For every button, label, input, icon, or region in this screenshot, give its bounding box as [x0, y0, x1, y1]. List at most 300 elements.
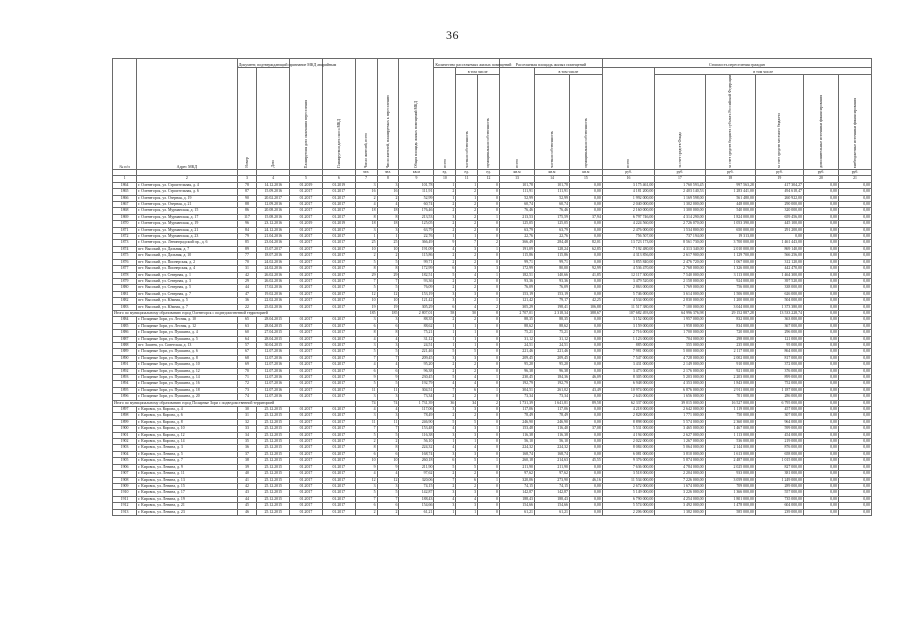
table-cell: 3 [377, 394, 399, 400]
table-cell: 01.2017 [290, 253, 323, 259]
table-cell: 1 053 390,00 [705, 221, 755, 227]
table-cell: 1 169 598,00 [655, 195, 705, 201]
section-total-cell: 0,00 [803, 310, 838, 316]
table-cell: 286 000,00 [755, 394, 803, 400]
table-cell: 921 000,00 [705, 368, 755, 374]
row-number-cell: 1897 [113, 407, 137, 413]
table-cell: 834 000,00 [705, 323, 755, 329]
table-cell: 4 194 000,00 [602, 432, 654, 438]
header-residents: Число жителей, всего [364, 133, 369, 168]
table-cell: 12.07.2016 [257, 362, 290, 368]
column-number: 20 [803, 176, 838, 182]
table-cell: 01.2017 [290, 509, 323, 515]
table-cell: 0,00 [838, 317, 871, 323]
table-cell: 0,00 [838, 189, 871, 195]
table-cell: 2 863 000,00 [602, 285, 654, 291]
table-cell: 40 [237, 471, 257, 477]
table-cell: 01.2017 [322, 509, 355, 515]
table-cell: 0 [478, 189, 500, 195]
table-cell: 25.12.2015 [257, 477, 290, 483]
table-cell: 75,21 [399, 330, 434, 336]
table-cell: 43 [237, 490, 257, 496]
table-cell: 0,00 [838, 426, 871, 432]
table-cell: 1 [456, 195, 478, 201]
table-cell: 284,48 [534, 240, 569, 246]
row-number-cell: 1907 [113, 471, 137, 477]
table-cell: 01.2017 [290, 477, 323, 483]
table-cell: 2 [355, 253, 377, 259]
table-cell: 191,09 [500, 246, 535, 252]
table-cell: 4 181 200,00 [602, 189, 654, 195]
header-cost-group: Стоимость переселения граждан [602, 59, 871, 68]
table-cell: 5 [456, 464, 478, 470]
table-cell: 457 000,00 [755, 407, 803, 413]
table-cell: 28.04.2015 [257, 317, 290, 323]
table-cell: 0,00 [569, 407, 602, 413]
table-cell: 01.2019 [290, 221, 323, 227]
table-cell: 2 040 000,00 [602, 202, 654, 208]
table-cell: 01.2017 [290, 394, 323, 400]
table-cell: 3 159 000,00 [602, 323, 654, 329]
table-cell: 88,35 [500, 317, 535, 323]
table-cell: 555 000,00 [655, 342, 705, 348]
header-doc-group: Документ, подтверждающий признание МКД аварийным [237, 59, 289, 68]
table-cell: 115,86 [399, 253, 434, 259]
table-cell: 924 000,00 [705, 278, 755, 284]
table-cell: 4 [355, 202, 377, 208]
table-cell: 0,00 [569, 503, 602, 509]
row-number-cell: 1894 [113, 381, 137, 387]
table-cell: 650 000,00 [705, 227, 755, 233]
address-cell: г. Кировск, ул. Ленина, д. 3 [137, 445, 238, 451]
table-cell: 0,00 [838, 336, 871, 342]
table-cell: 0,00 [838, 304, 871, 310]
table-cell: 0,00 [838, 323, 871, 329]
header-count-total: всего [442, 159, 447, 168]
table-cell: 209,45 [534, 355, 569, 361]
table-cell: 756 000,00 [705, 285, 755, 291]
table-cell: 3 [456, 451, 478, 457]
table-cell: 95 000,00 [755, 342, 803, 348]
table-cell: 82,01 [569, 240, 602, 246]
row-number-cell: 1891 [113, 362, 137, 368]
table-cell: 0,00 [803, 439, 838, 445]
column-number: 21 [838, 176, 871, 182]
table-cell: 46 [237, 509, 257, 515]
table-cell: 01.2017 [322, 240, 355, 246]
table-cell: 78,49 [500, 413, 535, 419]
table-cell: 2 [355, 439, 377, 445]
section-total-cell: 2 807,01 [399, 310, 434, 316]
row-number-cell: 1890 [113, 355, 137, 361]
table-cell: 0,00 [569, 189, 602, 195]
table-cell: 1 [478, 458, 500, 464]
table-cell: 0,00 [838, 202, 871, 208]
table-cell: 445 100,00 [755, 221, 803, 227]
table-cell: 0,00 [803, 413, 838, 419]
table-cell: 182,51 [399, 272, 434, 278]
table-cell: 0,00 [569, 342, 602, 348]
unit-rub: руб. [655, 170, 705, 176]
table-cell: 25.12.2015 [257, 426, 290, 432]
table-cell: 37 [237, 451, 257, 457]
table-cell: 116,40 [534, 426, 569, 432]
table-cell: 1 200 000,00 [705, 298, 755, 304]
table-cell: 01.2017 [322, 413, 355, 419]
table-cell: 2 [478, 240, 500, 246]
table-cell: 0 [478, 291, 500, 297]
table-cell: 74 [237, 394, 257, 400]
table-cell: 0 [478, 381, 500, 387]
table-cell: 7 [377, 496, 399, 502]
table-cell: 11 [355, 419, 377, 425]
table-cell: 01.2017 [322, 458, 355, 464]
table-cell: 4 254 000,00 [655, 496, 705, 502]
table-cell: 22 [237, 304, 257, 310]
row-number-cell: 1868 [113, 208, 137, 214]
table-cell: 0,00 [838, 394, 871, 400]
table-cell: 70 [237, 368, 257, 374]
table-cell: 01.2017 [322, 259, 355, 265]
table-cell: 68 [237, 355, 257, 361]
table-cell: 4 [434, 246, 456, 252]
table-cell: 2 [434, 202, 456, 208]
table-cell: 01.2017 [290, 291, 323, 297]
table-cell: 4 [377, 471, 399, 477]
column-number: 4 [257, 176, 290, 182]
table-cell: 0,00 [838, 182, 871, 188]
table-cell: 0,00 [569, 202, 602, 208]
table-cell: 0,00 [838, 419, 871, 425]
table-cell: 01.2017 [322, 298, 355, 304]
table-cell: 1 302 000,00 [655, 202, 705, 208]
table-cell: 0 [478, 253, 500, 259]
table-cell: 1 467 000,00 [705, 426, 755, 432]
table-cell: 599 000,00 [755, 426, 803, 432]
table-cell: 01.2017 [290, 266, 323, 272]
table-cell: 0,00 [569, 259, 602, 265]
address-cell: г. Кировск, ул. Ленина, д. 23 [137, 509, 238, 515]
table-cell: 7 192 480,00 [602, 246, 654, 252]
table-cell: 0,00 [569, 227, 602, 233]
table-cell: 604 000,00 [755, 503, 803, 509]
table-cell: 26.02.2016 [257, 278, 290, 284]
table-cell: 2 [478, 304, 500, 310]
table-cell: 153,19 [500, 291, 535, 297]
table-cell: 0,00 [838, 439, 871, 445]
table-cell: 125,05 [500, 221, 535, 227]
table-cell: 3 [377, 342, 399, 348]
table-cell: 44 [237, 285, 257, 291]
row-number-cell: 1869 [113, 214, 137, 220]
table-cell: 25.12.2015 [257, 464, 290, 470]
table-cell: 417 304,27 [755, 182, 803, 188]
table-cell: 12.07.2016 [257, 349, 290, 355]
table-cell: 1 [434, 336, 456, 342]
table-cell: 172,99 [500, 266, 535, 272]
table-cell: 01.2017 [290, 336, 323, 342]
table-cell: 289 000,00 [755, 483, 803, 489]
table-cell: 8 305 000,00 [602, 375, 654, 381]
address-cell: пгт. Высокий, ул. Южная, д. 7 [137, 304, 238, 310]
table-cell: 6 [355, 503, 377, 509]
table-cell: 454 000,00 [755, 432, 803, 438]
table-cell: 5 [434, 349, 456, 355]
column-number: 16 [602, 176, 654, 182]
table-cell: 153,19 [399, 291, 434, 297]
table-cell: 52,99 [534, 195, 569, 201]
header-cost-in-that: в том числе [655, 68, 872, 75]
address-cell: пгт. Высокий, ул. Южная, д. 5 [137, 298, 238, 304]
table-cell: 154,66 [399, 503, 434, 509]
table-cell: 0,00 [803, 259, 838, 265]
table-cell: 0,00 [803, 285, 838, 291]
address-cell: г. Полярные Зори, ул. Пушкина, д. 10 [137, 362, 238, 368]
section-total-cell: 6 795 000,00 [755, 400, 803, 406]
section-total-cell: 0,00 [838, 310, 871, 316]
table-cell: 01.2017 [322, 246, 355, 252]
table-cell: 1 771 000,00 [655, 413, 705, 419]
table-cell: 1 [478, 272, 500, 278]
table-cell: 23.12.2016 [257, 221, 290, 227]
table-cell: 3 [456, 426, 478, 432]
table-cell: 01.2017 [322, 445, 355, 451]
address-cell: г. Полярные Зори, ул. Пушкина, д. 14 [137, 375, 238, 381]
section-total-cell: 74 [355, 400, 377, 406]
table-cell: 3 [355, 342, 377, 348]
address-cell: г. Оленегорск, ул. Строительная, д. 6 [137, 189, 238, 195]
table-cell: 71 [237, 375, 257, 381]
table-cell: 2 [456, 202, 478, 208]
table-cell: 0,00 [569, 419, 602, 425]
table-cell: 363 000,00 [755, 317, 803, 323]
address-cell: г. Полярные Зори, ул. Пушкина, д. 12 [137, 368, 238, 374]
table-cell: 0,00 [569, 451, 602, 457]
table-cell: 188,43 [500, 496, 535, 502]
table-cell: 12 117 300,00 [602, 272, 654, 278]
table-cell: 47 [237, 291, 257, 297]
table-cell: 3 [434, 503, 456, 509]
table-cell: 184,36 [534, 375, 569, 381]
table-cell: 01.2017 [290, 496, 323, 502]
table-cell: 76,46 [534, 208, 569, 214]
table-cell: 01.2017 [322, 291, 355, 297]
row-number-cell: 1903 [113, 445, 137, 451]
table-cell: 0 [478, 208, 500, 214]
table-cell: 224,32 [500, 445, 535, 451]
table-cell: 44 [237, 496, 257, 502]
table-cell: 95,20 [399, 362, 434, 368]
row-number-cell: 1911 [113, 496, 137, 502]
column-number: 15 [569, 176, 602, 182]
table-cell: 0,00 [803, 477, 838, 483]
table-cell: 0,00 [838, 221, 871, 227]
table-cell: 3 614 000,00 [655, 291, 705, 297]
table-cell: 70 [237, 259, 257, 265]
table-cell: 5 149 000,00 [602, 490, 654, 496]
table-cell: 1 119 000,00 [705, 407, 755, 413]
table-cell: 2 [456, 208, 478, 214]
unit-rub: руб. [755, 170, 803, 176]
table-cell: 01.2017 [322, 253, 355, 259]
address-cell: г. Оленегорск, ул. Мурманская, д. 17 [137, 214, 238, 220]
table-cell: 13 723 173,00 [602, 240, 654, 246]
table-cell: 0,00 [569, 253, 602, 259]
table-cell: 01.2017 [290, 483, 323, 489]
table-cell: 25.12.2015 [257, 432, 290, 438]
address-cell: пгт. Высокий, ул. Северная, д. 5 [137, 285, 238, 291]
table-cell: 0,00 [803, 368, 838, 374]
table-cell: 7 981 000,00 [602, 349, 654, 355]
table-cell: 1 [434, 330, 456, 336]
table-cell: 22.02.2016 [257, 298, 290, 304]
table-cell: 0 [478, 464, 500, 470]
table-cell: 31,12 [534, 336, 569, 342]
table-cell: 211,90 [399, 464, 434, 470]
table-cell: 176,46 [399, 208, 434, 214]
table-cell: 198,41 [534, 304, 569, 310]
table-cell: 0 [478, 285, 500, 291]
table-cell: 494 618,47 [755, 189, 803, 195]
table-cell: 0,00 [803, 272, 838, 278]
table-cell: 2 768 000,00 [655, 266, 705, 272]
table-cell: 25.12.2015 [257, 471, 290, 477]
table-cell: 15.08.2016 [257, 214, 290, 220]
table-cell: 01.2017 [322, 202, 355, 208]
table-cell: 5 [377, 259, 399, 265]
table-cell: 5 [377, 490, 399, 496]
table-cell: 0 [478, 323, 500, 329]
table-cell: 0,00 [838, 451, 871, 457]
table-row [113, 509, 872, 515]
table-cell: 536 000,00 [705, 439, 755, 445]
resettlement-table [112, 58, 872, 516]
address-cell: г. Оленегорск, ул. Озерная, д. 21 [137, 202, 238, 208]
table-cell: 11 [355, 387, 377, 393]
header-address: Адрес МКД [137, 59, 238, 170]
table-cell: 01.2017 [322, 266, 355, 272]
table-cell: 116,38 [500, 432, 535, 438]
table-cell: 01.2017 [290, 195, 323, 201]
table-cell: 7 100 000,00 [655, 304, 705, 310]
table-cell: 4 [434, 381, 456, 387]
table-cell: 73 [237, 387, 257, 393]
table-cell: 0,00 [569, 291, 602, 297]
table-cell: 6 [434, 304, 456, 310]
table-cell: 1 843 000,00 [705, 381, 755, 387]
table-cell: 111,91 [534, 189, 569, 195]
table-cell: 2 160 000,00 [602, 208, 654, 214]
table-cell: 0 [478, 503, 500, 509]
table-cell: 0 [478, 368, 500, 374]
table-cell: 2 [377, 195, 399, 201]
table-cell: 76,46 [500, 208, 535, 214]
table-cell: 0,00 [803, 445, 838, 451]
table-cell: 2 [434, 221, 456, 227]
table-cell: 1 [377, 234, 399, 240]
table-cell: 01.2017 [322, 419, 355, 425]
table-cell: 96,38 [399, 368, 434, 374]
table-cell: 01.2017 [322, 189, 355, 195]
table-cell: 5 [456, 349, 478, 355]
table-cell: 0,00 [838, 368, 871, 374]
table-cell: 6 [355, 451, 377, 457]
column-number: 7 [355, 176, 377, 182]
column-number: 8 [377, 176, 399, 182]
table-cell: 1 [456, 342, 478, 348]
table-cell: 0,00 [838, 509, 871, 515]
address-cell: г. Кировск, ул. Ленина, д. 15 [137, 483, 238, 489]
table-cell: 221,46 [399, 349, 434, 355]
table-cell: 60,74 [500, 202, 535, 208]
table-cell: 381 000,00 [755, 471, 803, 477]
table-cell: 61,21 [534, 509, 569, 515]
table-cell: 01.2017 [290, 304, 323, 310]
table-cell: 2 643 000,00 [602, 394, 654, 400]
table-cell: 192,79 [399, 381, 434, 387]
table-cell: 2 828 000,00 [602, 413, 654, 419]
table-cell: 67 [237, 349, 257, 355]
table-cell: 101,78 [399, 182, 434, 188]
table-cell: 74,15 [500, 483, 535, 489]
row-number-cell: 1879 [113, 278, 137, 284]
table-cell: 4 [456, 445, 478, 451]
table-cell: 5 [434, 375, 456, 381]
header-no: № п/п [113, 59, 137, 170]
section-total-cell: 185 [355, 310, 377, 316]
address-cell: г. Полярные Зори, ул. Пушкина, д. 6 [137, 349, 238, 355]
table-cell: 2 642 000,00 [655, 407, 705, 413]
table-cell: 6 790 000,00 [602, 496, 654, 502]
table-cell: 4 314 290,00 [655, 214, 705, 220]
table-cell: 20.08.2016 [257, 208, 290, 214]
table-cell: 0,00 [803, 189, 838, 195]
section-total-cell: 8 [478, 310, 500, 316]
table-cell: 01.2017 [290, 407, 323, 413]
table-cell: 117,06 [500, 407, 535, 413]
table-cell: 260 922,00 [755, 195, 803, 201]
table-cell: 3 [377, 317, 399, 323]
table-cell: 01.2017 [322, 407, 355, 413]
table-cell: 01.2017 [290, 298, 323, 304]
table-cell: 0,00 [838, 413, 871, 419]
table-cell: 0,00 [838, 266, 871, 272]
table-cell: 504 000,00 [755, 298, 803, 304]
table-cell: 5 [434, 419, 456, 425]
table-cell: 2 149 000,00 [655, 362, 705, 368]
address-cell: г. Кировск, ул. Ленина, д. 19 [137, 496, 238, 502]
table-cell: 87 [237, 189, 257, 195]
table-cell: 01.2017 [290, 432, 323, 438]
table-cell: 01.2017 [290, 419, 323, 425]
table-cell: 41,85 [569, 272, 602, 278]
header-area-total: всего [514, 159, 519, 168]
table-cell: 0 [478, 330, 500, 336]
address-cell: г. Кировск, ул. Ленина, д. 13 [137, 477, 238, 483]
table-cell: 56,10 [399, 439, 434, 445]
table-cell: 219 000,00 [755, 439, 803, 445]
table-cell: 4 [355, 336, 377, 342]
table-cell: 78,49 [534, 413, 569, 419]
table-cell: 5 [377, 381, 399, 387]
table-cell: 25.12.2015 [257, 407, 290, 413]
table-cell: 0,00 [803, 195, 838, 201]
table-cell: 0,00 [838, 496, 871, 502]
table-cell: 756 507,00 [602, 234, 654, 240]
table-cell: 4 353 000,00 [655, 381, 705, 387]
table-cell: 0,00 [838, 195, 871, 201]
table-cell: 01.2017 [290, 323, 323, 329]
